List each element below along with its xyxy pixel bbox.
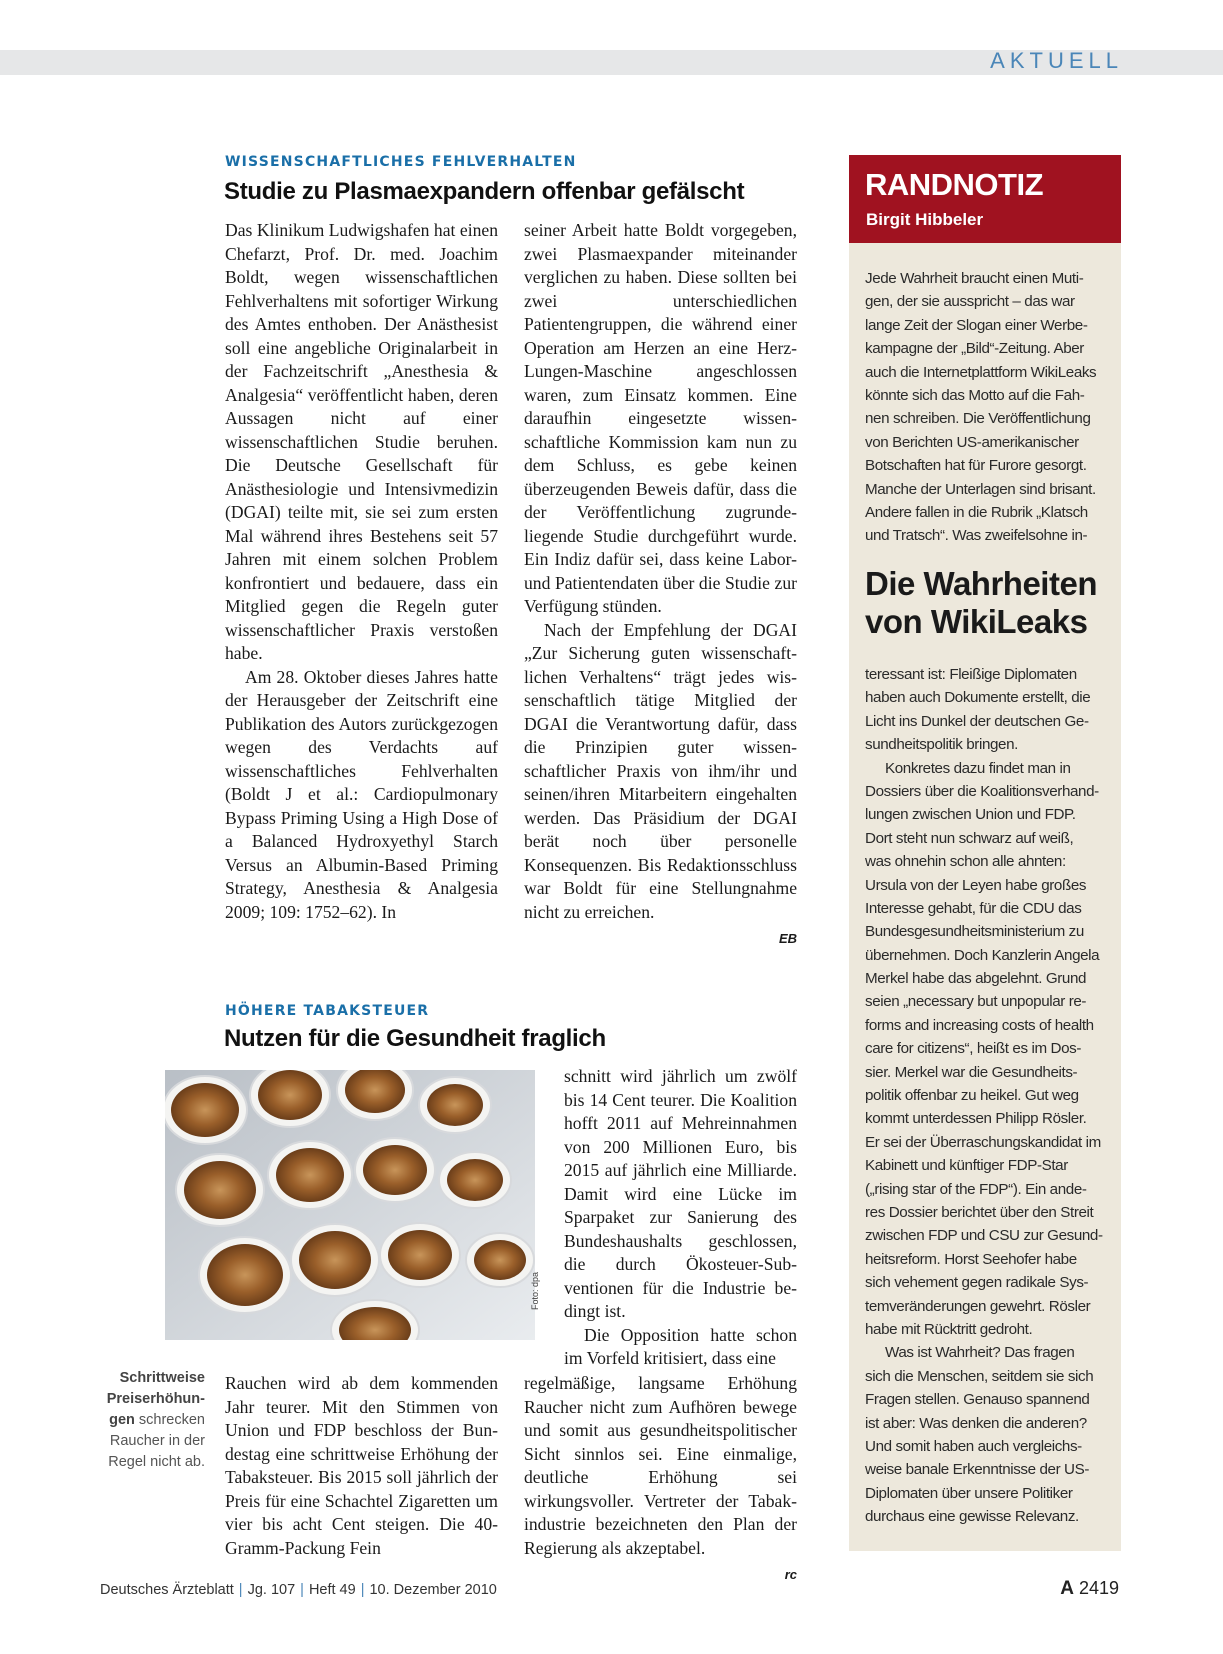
article2-column-2-bottom [524, 1372, 797, 1587]
sidebar-text-line: sundheitspolitik bringen. [865, 736, 1018, 754]
sidebar-text-line: sier. Merkel war die Gesundheits- [865, 1063, 1078, 1081]
sidebar-text-line: seien „necessary but unpopular re- [865, 993, 1087, 1011]
article1-headline: Studie zu Plasmaexpandern offenbar gefälscht [224, 178, 745, 205]
volume: Jg. 107 [247, 1582, 296, 1598]
article2-col2-paragraph: Die Opposition hatte schon im Vorfeld kritisiert, dass eine [564, 1324, 797, 1368]
sidebar-text-line: von Berichten US-amerikanischer [865, 433, 1079, 451]
sidebar-headline [865, 565, 1097, 641]
article2-col1-paragraph: Rauchen wird ab dem kommenden Jahr teurer. Mit den Stimmen von Union und FDP beschloss der Bundestag eine schrittweise Erhöhung der Tabaksteuer. Bis 2015 soll jährlich der Preis für eine Schachtel Zigaretten um vier bis acht Cent steigen. Die 40-Gramm-Packung Fein [225, 1373, 498, 1558]
sidebar-text-line: Er sei der Überraschungskandidat im [865, 1133, 1101, 1151]
sidebar-text-line: Interesse gehabt, für die CDU das [865, 899, 1082, 917]
article2-col2-paragraph: regelmäßige, langsame Erhöhung Raucher nicht zum Aufhören bewege und somit aus gesundheitspolitischer Sicht sinnlos sei. Eine einmalige, deutliche Erhöhung sei wirkungsvoller. Vertreter der Tabakindustrie bezeichneten den Plan der Regierung als akzeptabel. [524, 1373, 797, 1558]
sidebar-text-line: Dossiers über die Koalitionsverhand- [865, 782, 1099, 800]
sidebar-text-line: Kabinett und künftiger FDP-Star [865, 1157, 1068, 1175]
article1-kicker: WISSENSCHAFTLICHES FEHLVERHALTEN [225, 154, 577, 170]
sidebar-text-line: Andere fallen in die Rubrik „Klatsch [865, 503, 1088, 521]
sidebar-text-line: zwischen FDP und CSU zur Gesund- [865, 1227, 1103, 1245]
sidebar-text-line: Was ist Wahrheit? Das fragen [885, 1344, 1075, 1362]
sidebar-text-line: nen schreiben. Die Veröffentlichung [865, 410, 1091, 428]
sidebar-headline-line: Die Wahrheiten [865, 565, 1097, 602]
caption-bold: Schrittweise Preiserhöhungen [106, 1370, 205, 1428]
sidebar-text-line: teressant ist: Fleißige Diplomaten [865, 666, 1077, 683]
article2-signature: rc [784, 1567, 797, 1582]
sidebar-text-line: temveränderungen gewehrt. Rösler [865, 1297, 1091, 1315]
sidebar-text-line: forms and increasing costs of health [865, 1016, 1094, 1034]
sidebar-text-line: care for citizens“, heißt es im Dos- [865, 1040, 1082, 1058]
sidebar-text-line: auch die Internetplattform WikiLeaks [865, 363, 1097, 381]
article2-col2-paragraph: schnitt wird jährlich um zwölf bis 14 Cent teurer. Die Koalition hofft 2011 auf Mehreinnahmen von 200 Millionen Euro, bis 2015 auf jährlich eine Milliarde. Damit wird eine Lücke im Sparpaket zur Sanierung des Bundeshaushalts geschlossen, die durch Ökosteuer-Subventionen für die Industrie bedingt ist. [564, 1066, 797, 1321]
article1-column-1 [225, 219, 498, 924]
sidebar-text-line: und Tratsch“. Was zweifelsohne in- [865, 527, 1088, 545]
article1-col1-paragraph: Am 28. Oktober dieses Jahres hatte der Herausgeber der Zeitschrift eine Publikation des Autors zurückgezogen wegen des Verdachts auf wissenschaftliches Fehlverhalten (Boldt J et al.: Cardiopulmonary Bypass Priming Using a High Dose of a Balanced Hydroxyethyl Starch Versus an Albumin-Based Priming Strategy, Anesthesia & Analgesia 2009; 109: 1752–62). In [225, 666, 498, 922]
page-prefix: A [1060, 1578, 1074, 1599]
sidebar-text-top [865, 267, 1096, 548]
sidebar-text-line: habe mit Rücktritt gedroht. [865, 1320, 1033, 1338]
sidebar-text-line: übernehmen. Doch Kanzlerin Angela [865, 946, 1100, 964]
article1-col2-paragraph: seiner Arbeit hatte Boldt vorgegeben, zwei Plasmaexpander miteinander verglichen zu haben. Diese sollten bei zwei unterschiedlichen Patientengruppen, die während einer Operation am Herzen an eine Herz-Lungen-Maschine angeschlossen waren, zum Einsatz kommen. Eine daraufhin eingesetzte wissenschaftliche Kommission kam nun zu dem Schluss, es gebe keinen überzeugenden Beweis dafür, dass die der Veröffentlichung zugrundeliegende Studie durchgeführt wurde. Ein Indiz dafür sei, dass keine Labor- und Patientendaten über die Studie zur Verfügung stünden. [524, 220, 797, 616]
cigarettes-photo [165, 1070, 535, 1340]
sidebar-header [849, 155, 1121, 243]
sidebar-text-bottom [865, 663, 1103, 1528]
article1-col2-paragraph: Nach der Empfehlung der DGAI „Zur Sicherung guten wissenschaftlichen Verhaltens“ trägt jedes wissenschaftlich tätige Mitglied der DGAI die Verantwortung dafür, dass die Prinzipien guter wissenschaftlicher Praxis von ihm/ihr und seinen/ihren Mitarbeitern eingehalten werden. Das Präsidium der DGAI berät noch über personelle Konsequenzen. Bis Redaktionsschluss war Boldt für eine Stellungnahme nicht zu erreichen. [524, 619, 797, 922]
sidebar-text-line: könnte sich das Motto auf die Fah- [865, 386, 1085, 404]
sidebar-headline-line: von WikiLeaks [865, 603, 1088, 640]
sidebar-text-line: haben auch Dokumente erstellt, die [865, 689, 1091, 707]
issue: Heft 49 [308, 1582, 356, 1598]
sidebar-text-line: res Dossier berichtet über den Streit [865, 1203, 1094, 1221]
sidebar-text-line: Merkel habe das abgelehnt. Grund [865, 970, 1087, 988]
sidebar-text-line: heitsreform. Horst Seehofer habe [865, 1250, 1077, 1268]
sidebar-text-line: Diplomaten über unsere Politiker [865, 1484, 1073, 1502]
caption-text: schrecken Raucher in der Regel nicht ab. [108, 1412, 205, 1470]
sidebar-text-line: Konkretes dazu findet man in [885, 759, 1071, 777]
sidebar-text-line: ist aber: Was denken die anderen? [865, 1414, 1087, 1432]
randnotiz-sidebar [849, 155, 1121, 1551]
article1-column-2 [524, 219, 797, 951]
sidebar-text-line: kampagne der „Bild“-Zeitung. Aber [865, 340, 1084, 358]
sidebar-text-line: sich die Menschen, seitdem sie sich [865, 1367, 1094, 1385]
sidebar-text-line: Ursula von der Leyen habe großes [865, 876, 1087, 894]
sidebar-text-line: lungen zwischen Union und FDP. [865, 806, 1076, 824]
sidebar-text-line: durchaus eine gewisse Relevanz. [865, 1508, 1079, 1526]
page-number [1060, 1578, 1119, 1600]
sidebar-text-line: Botschaften hat für Furore gesorgt. [865, 457, 1087, 475]
sidebar-text-line: Manche der Unterlagen sind brisant. [865, 480, 1096, 498]
sidebar-text-line: was ohnehin schon alle ahnten: [865, 853, 1066, 871]
sidebar-text-line: gen, der sie ausspricht – das war [865, 293, 1075, 311]
sidebar-text-line: Licht ins Dunkel der deutschen Ge- [865, 712, 1089, 730]
sidebar-text-line: Bundesgesundheitsministerium zu [865, 923, 1084, 941]
sidebar-text-line: kommt unterdessen Philipp Rösler. [865, 1110, 1087, 1128]
article2-column-1 [225, 1372, 498, 1560]
journal-name: Deutsches Ärzteblatt [100, 1582, 234, 1598]
photo-credit: Foto: dpa [530, 1271, 540, 1310]
cigarettes-illustration [165, 1070, 535, 1340]
sidebar-text-line: („rising star of the FDP“). Ein ande- [865, 1180, 1087, 1198]
article1-signature: EB [778, 931, 797, 946]
article2-kicker: HÖHERE TABAKSTEUER [225, 1003, 430, 1019]
sidebar-text-line: weise banale Erkenntnisse der US- [865, 1461, 1090, 1479]
sidebar-text-line: Und somit haben auch vergleichs- [865, 1437, 1082, 1455]
section-label: AKTUELL [990, 48, 1123, 73]
sidebar-text-line: sich vehement gegen radikale Sys- [865, 1274, 1089, 1292]
sidebar-text-line: lange Zeit der Slogan einer Werbe- [865, 316, 1088, 334]
sidebar-text-line: Fragen stellen. Genauso spannend [865, 1391, 1090, 1409]
issue-date: 10. Dezember 2010 [369, 1582, 497, 1598]
page-number-value: 2419 [1078, 1578, 1119, 1598]
article2-headline: Nutzen für die Gesundheit fraglich [224, 1025, 606, 1052]
sidebar-text-line: Jede Wahrheit braucht einen Muti- [865, 270, 1084, 287]
sidebar-author: Birgit Hibbeler [866, 210, 984, 229]
sidebar-text-line: Dort steht nun schwarz auf weiß, [865, 829, 1074, 847]
sidebar-text-line: politik offenbar zu heikel. Gut weg [865, 1087, 1079, 1105]
article1-col1-paragraph: Das Klinikum Ludwigshafen hat einen Chefarzt, Prof. Dr. med. Joachim Boldt, wegen wissenschaftlichen Fehlverhaltens mit sofortiger Wirkung des Amtes enthoben. Der Anästhesist soll eine angebliche Originalarbeit in der Fachzeitschrift „Anesthesia & Analgesia“ veröffentlicht haben, deren Aussagen nicht auf einer wissenschaftlichen Studie beruhen. Die Deutsche Gesellschaft für Anästhesiologie und Intensivmedizin (DGAI) teilte mit, sie sei zum ersten Mal während ihres Bestehens seit 57 Jahren mit einem solchen Problem konfrontiert und bedauere, dass ein Mitglied gegen die Regeln guter wissenschaftlicher Praxis verstoßen habe. [225, 220, 498, 663]
footer: Deutsches Ärzteblatt | Jg. 107 | Heft 49 | 10. Dezember 2010 [100, 1582, 497, 1598]
sidebar-title: RANDNOTIZ [865, 167, 1044, 202]
article2-column-2-top [564, 1065, 797, 1371]
photo-caption [90, 1368, 205, 1473]
